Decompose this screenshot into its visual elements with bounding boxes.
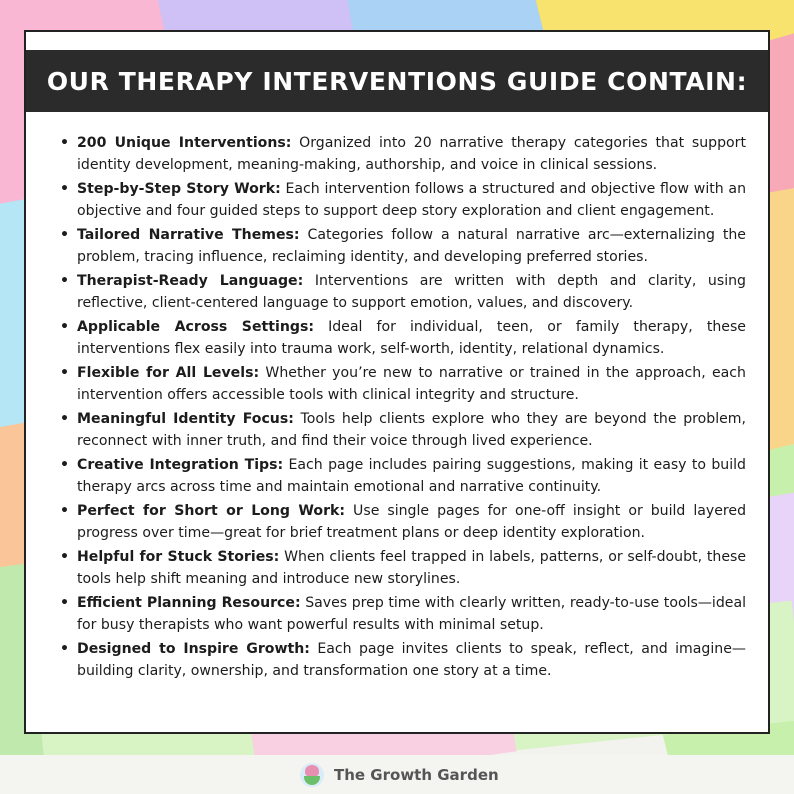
item-label: Meaningful Identity Focus: bbox=[77, 411, 294, 427]
item-label: Creative Integration Tips: bbox=[77, 457, 284, 473]
list-item bbox=[60, 454, 746, 498]
content-card bbox=[24, 30, 770, 734]
list-item bbox=[60, 592, 746, 636]
list-item bbox=[60, 362, 746, 406]
title-banner bbox=[26, 50, 768, 112]
item-text: Saves prep time with clearly written, ready-to-use tools—ideal for busy therapists who want powerful results with minimal setup. bbox=[77, 595, 747, 633]
item-text: Each page includes pairing suggestions, making it easy to build therapy arcs across time and maintain emotional and narrative continuity. bbox=[77, 457, 746, 495]
list-item bbox=[60, 638, 746, 682]
plant-pot-icon bbox=[300, 763, 324, 787]
item-text: When clients feel trapped in labels, patterns, or self-doubt, these tools help shift meaning and introduce new storylines. bbox=[77, 549, 746, 587]
item-text: Each page invites clients to speak, reflect, and imagine—building clarity, ownership, and transformation one story at a time. bbox=[77, 641, 746, 679]
brand-name: The Growth Garden bbox=[334, 766, 499, 784]
item-label: Helpful for Stuck Stories: bbox=[77, 549, 280, 565]
item-text: Tools help clients explore who they are beyond the problem, reconnect with inner truth, and find their voice through lived experience. bbox=[77, 411, 746, 449]
list-item bbox=[60, 178, 746, 222]
item-text: Whether you’re new to narrative or trained in the approach, each intervention offers accessible tools with clinical integrity and structure. bbox=[77, 365, 746, 403]
list-item bbox=[60, 316, 746, 360]
item-label: Perfect for Short or Long Work: bbox=[77, 503, 346, 519]
list-item bbox=[60, 132, 746, 176]
item-text: Organized into 20 narrative therapy categories that support identity development, meaning-making, authorship, and voice in clinical sessions. bbox=[77, 135, 746, 173]
list-item bbox=[60, 270, 746, 314]
item-label: Applicable Across Settings: bbox=[77, 319, 314, 335]
item-text: Interventions are written with depth and clarity, using reflective, client-centered language to support emotion, values, and discovery. bbox=[77, 273, 746, 311]
item-label: Tailored Narrative Themes: bbox=[77, 227, 300, 243]
list-item bbox=[60, 546, 746, 590]
item-text: Use single pages for one-off insight or build layered progress over time—great for brief treatment plans or deep identity exploration. bbox=[77, 503, 747, 541]
item-label: Step-by-Step Story Work: bbox=[77, 181, 281, 197]
item-text: Each intervention follows a structured and objective flow with an objective and four guided steps to support deep story exploration and client engagement. bbox=[77, 181, 746, 219]
item-text: Categories follow a natural narrative arc—externalizing the problem, tracing influence, reclaiming identity, and developing preferred stories. bbox=[77, 227, 746, 265]
page-title: OUR THERAPY INTERVENTIONS GUIDE CONTAIN: bbox=[46, 66, 748, 96]
item-label: 200 Unique Interventions: bbox=[77, 135, 292, 151]
item-label: Flexible for All Levels: bbox=[77, 365, 260, 381]
item-label: Efficient Planning Resource: bbox=[77, 595, 301, 611]
item-label: Designed to Inspire Growth: bbox=[77, 641, 310, 657]
list-item bbox=[60, 500, 746, 544]
item-label: Therapist-Ready Language: bbox=[77, 273, 304, 289]
item-text: Ideal for individual, teen, or family therapy, these interventions flex easily into trauma work, self-worth, identity, relational dynamics. bbox=[77, 319, 746, 357]
list-item bbox=[60, 224, 746, 268]
list-item bbox=[60, 408, 746, 452]
brand-footer bbox=[300, 762, 499, 788]
feature-list bbox=[60, 132, 746, 684]
